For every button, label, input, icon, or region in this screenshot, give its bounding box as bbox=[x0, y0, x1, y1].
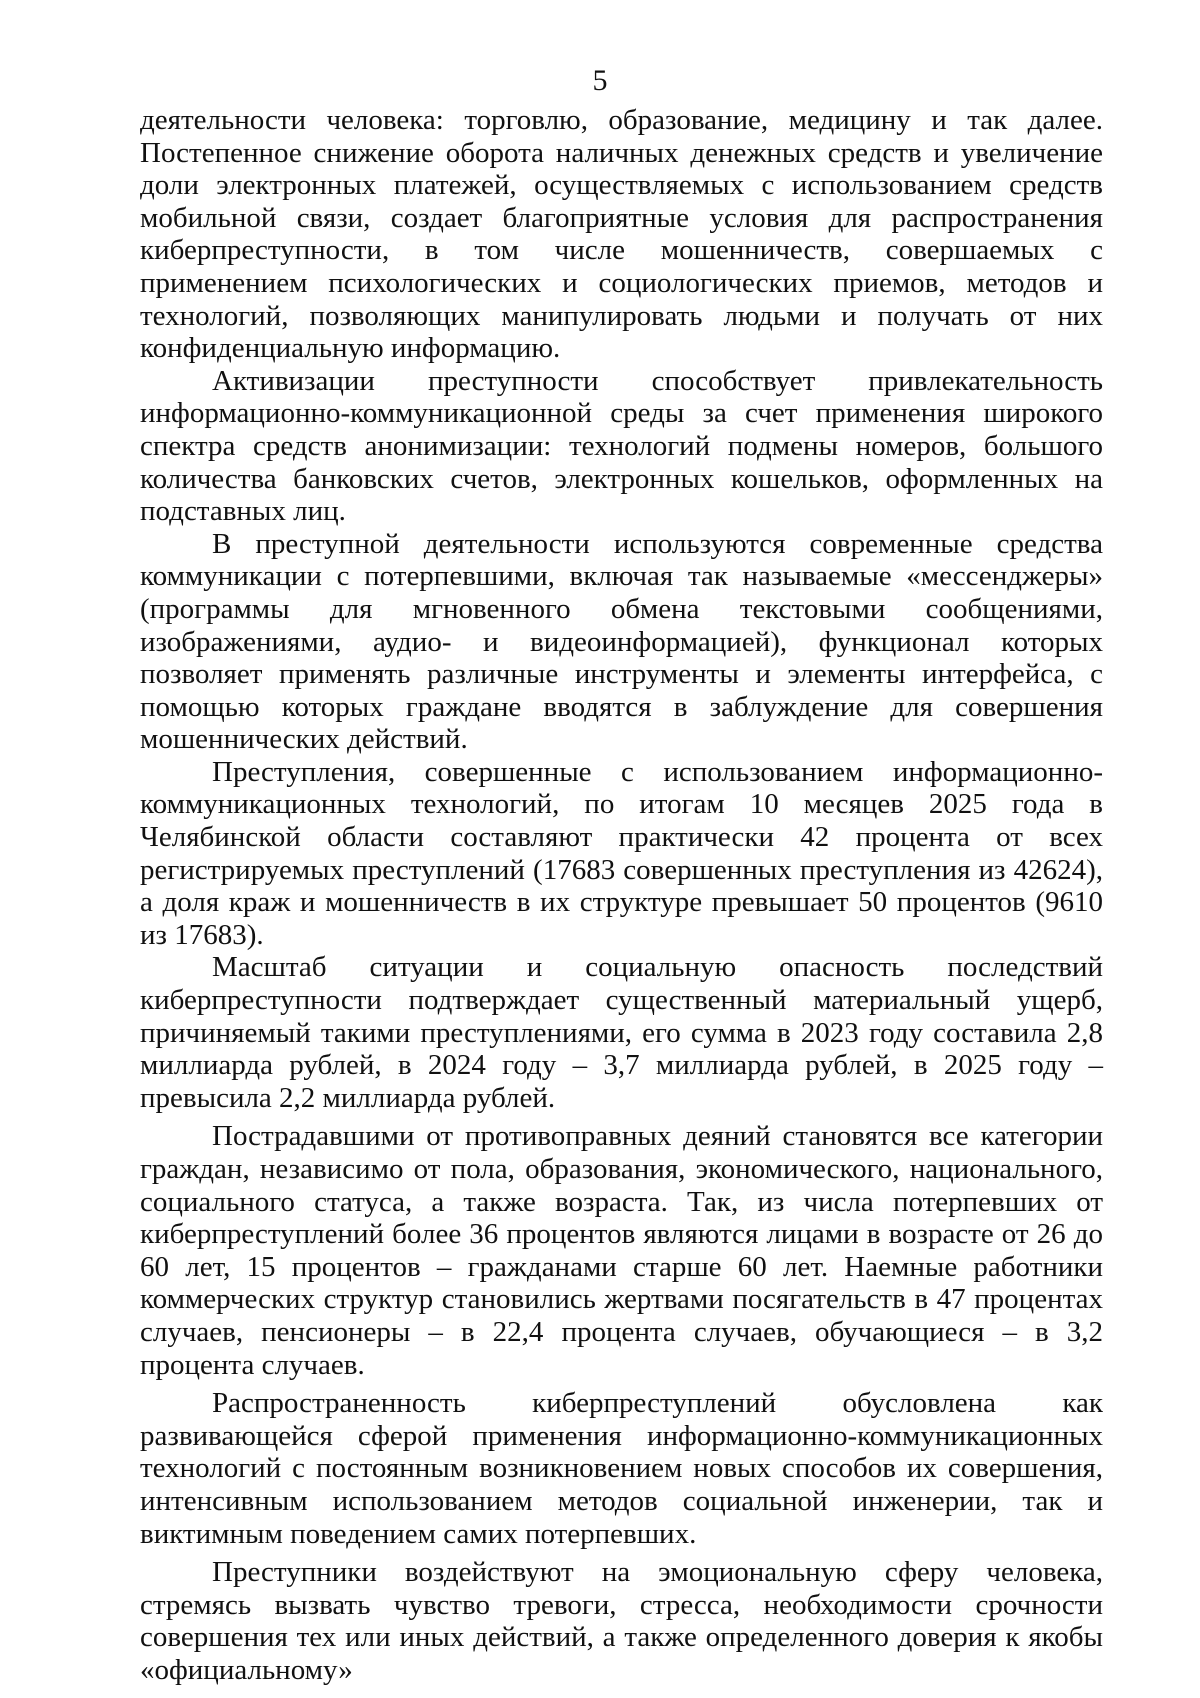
paragraph-4: Преступления, совершенные с использованием информационно-коммуникационных технологий, по итогам 10 месяцев 2025 года в Челябинской области составляют практически 42 процента от всех регистрируемых преступлений (17683 совершенных преступления из 42624), а доля краж и мошенничеств в их структуре превышает 50 процентов (9610 из 17683). bbox=[140, 755, 1103, 951]
paragraph-3: В преступной деятельности используются современные средства коммуникации с потерпевшими, включая так называемые «мессенджеры» (программы для мгновенного обмена текстовыми сообщениями, изображениями, аудио- и видеоинформацией), функционал которых позволяет применять различные инструменты и элементы интерфейса, с помощью которых граждане вводятся в заблуждение для совершения мошеннических действий. bbox=[140, 527, 1103, 756]
paragraph-5: Масштаб ситуации и социальную опасность последствий киберпреступности подтверждает существенный материальный ущерб, причиняемый такими преступлениями, его сумма в 2023 году составила 2,8 миллиарда рублей, в 2024 году – 3,7 миллиарда рублей, в 2025 году – превысила 2,2 миллиарда рублей. bbox=[140, 951, 1103, 1114]
paragraph-7: Распространенность киберпреступлений обусловлена как развивающейся сферой применения информационно-коммуникационных технологий с постоянным возникновением новых способов их совершения, интенсивным использованием методов социальной инженерии, так и виктимным поведением самих потерпевших. bbox=[140, 1387, 1103, 1550]
document-body bbox=[140, 104, 1103, 1687]
page-number: 5 bbox=[592, 64, 608, 97]
paragraph-8: Преступники воздействуют на эмоциональную сферу человека, стремясь вызвать чувство тревоги, стресса, необходимости срочности совершения тех или иных действий, а также определенного доверия к якобы «официальному» bbox=[140, 1556, 1103, 1686]
paragraph-1: деятельности человека: торговлю, образование, медицину и так далее. Постепенное снижение оборота наличных денежных средств и увеличение доли электронных платежей, осуществляемых с использованием средств мобильной связи, создает благоприятные условия для распространения киберпреступности, в том числе мошенничеств, совершаемых с применением психологических и социологических приемов, методов и технологий, позволяющих манипулировать людьми и получать от них конфиденциальную информацию. bbox=[140, 104, 1103, 365]
paragraph-6: Пострадавшими от противоправных деяний становятся все категории граждан, независимо от пола, образования, экономического, национального, социального статуса, а также возраста. Так, из числа потерпевших от киберпреступлений более 36 процентов являются лицами в возрасте от 26 до 60 лет, 15 процентов – гражданами старше 60 лет. Наемные работники коммерческих структур становились жертвами посягательств в 47 процентах случаев, пенсионеры – в 22,4 процента случаев, обучающиеся – в 3,2 процента случаев. bbox=[140, 1120, 1103, 1381]
paragraph-2: Активизации преступности способствует привлекательность информационно-коммуникационной среды за счет применения широкого спектра средств анонимизации: технологий подмены номеров, большого количества банковских счетов, электронных кошельков, оформленных на подставных лиц. bbox=[140, 364, 1103, 528]
